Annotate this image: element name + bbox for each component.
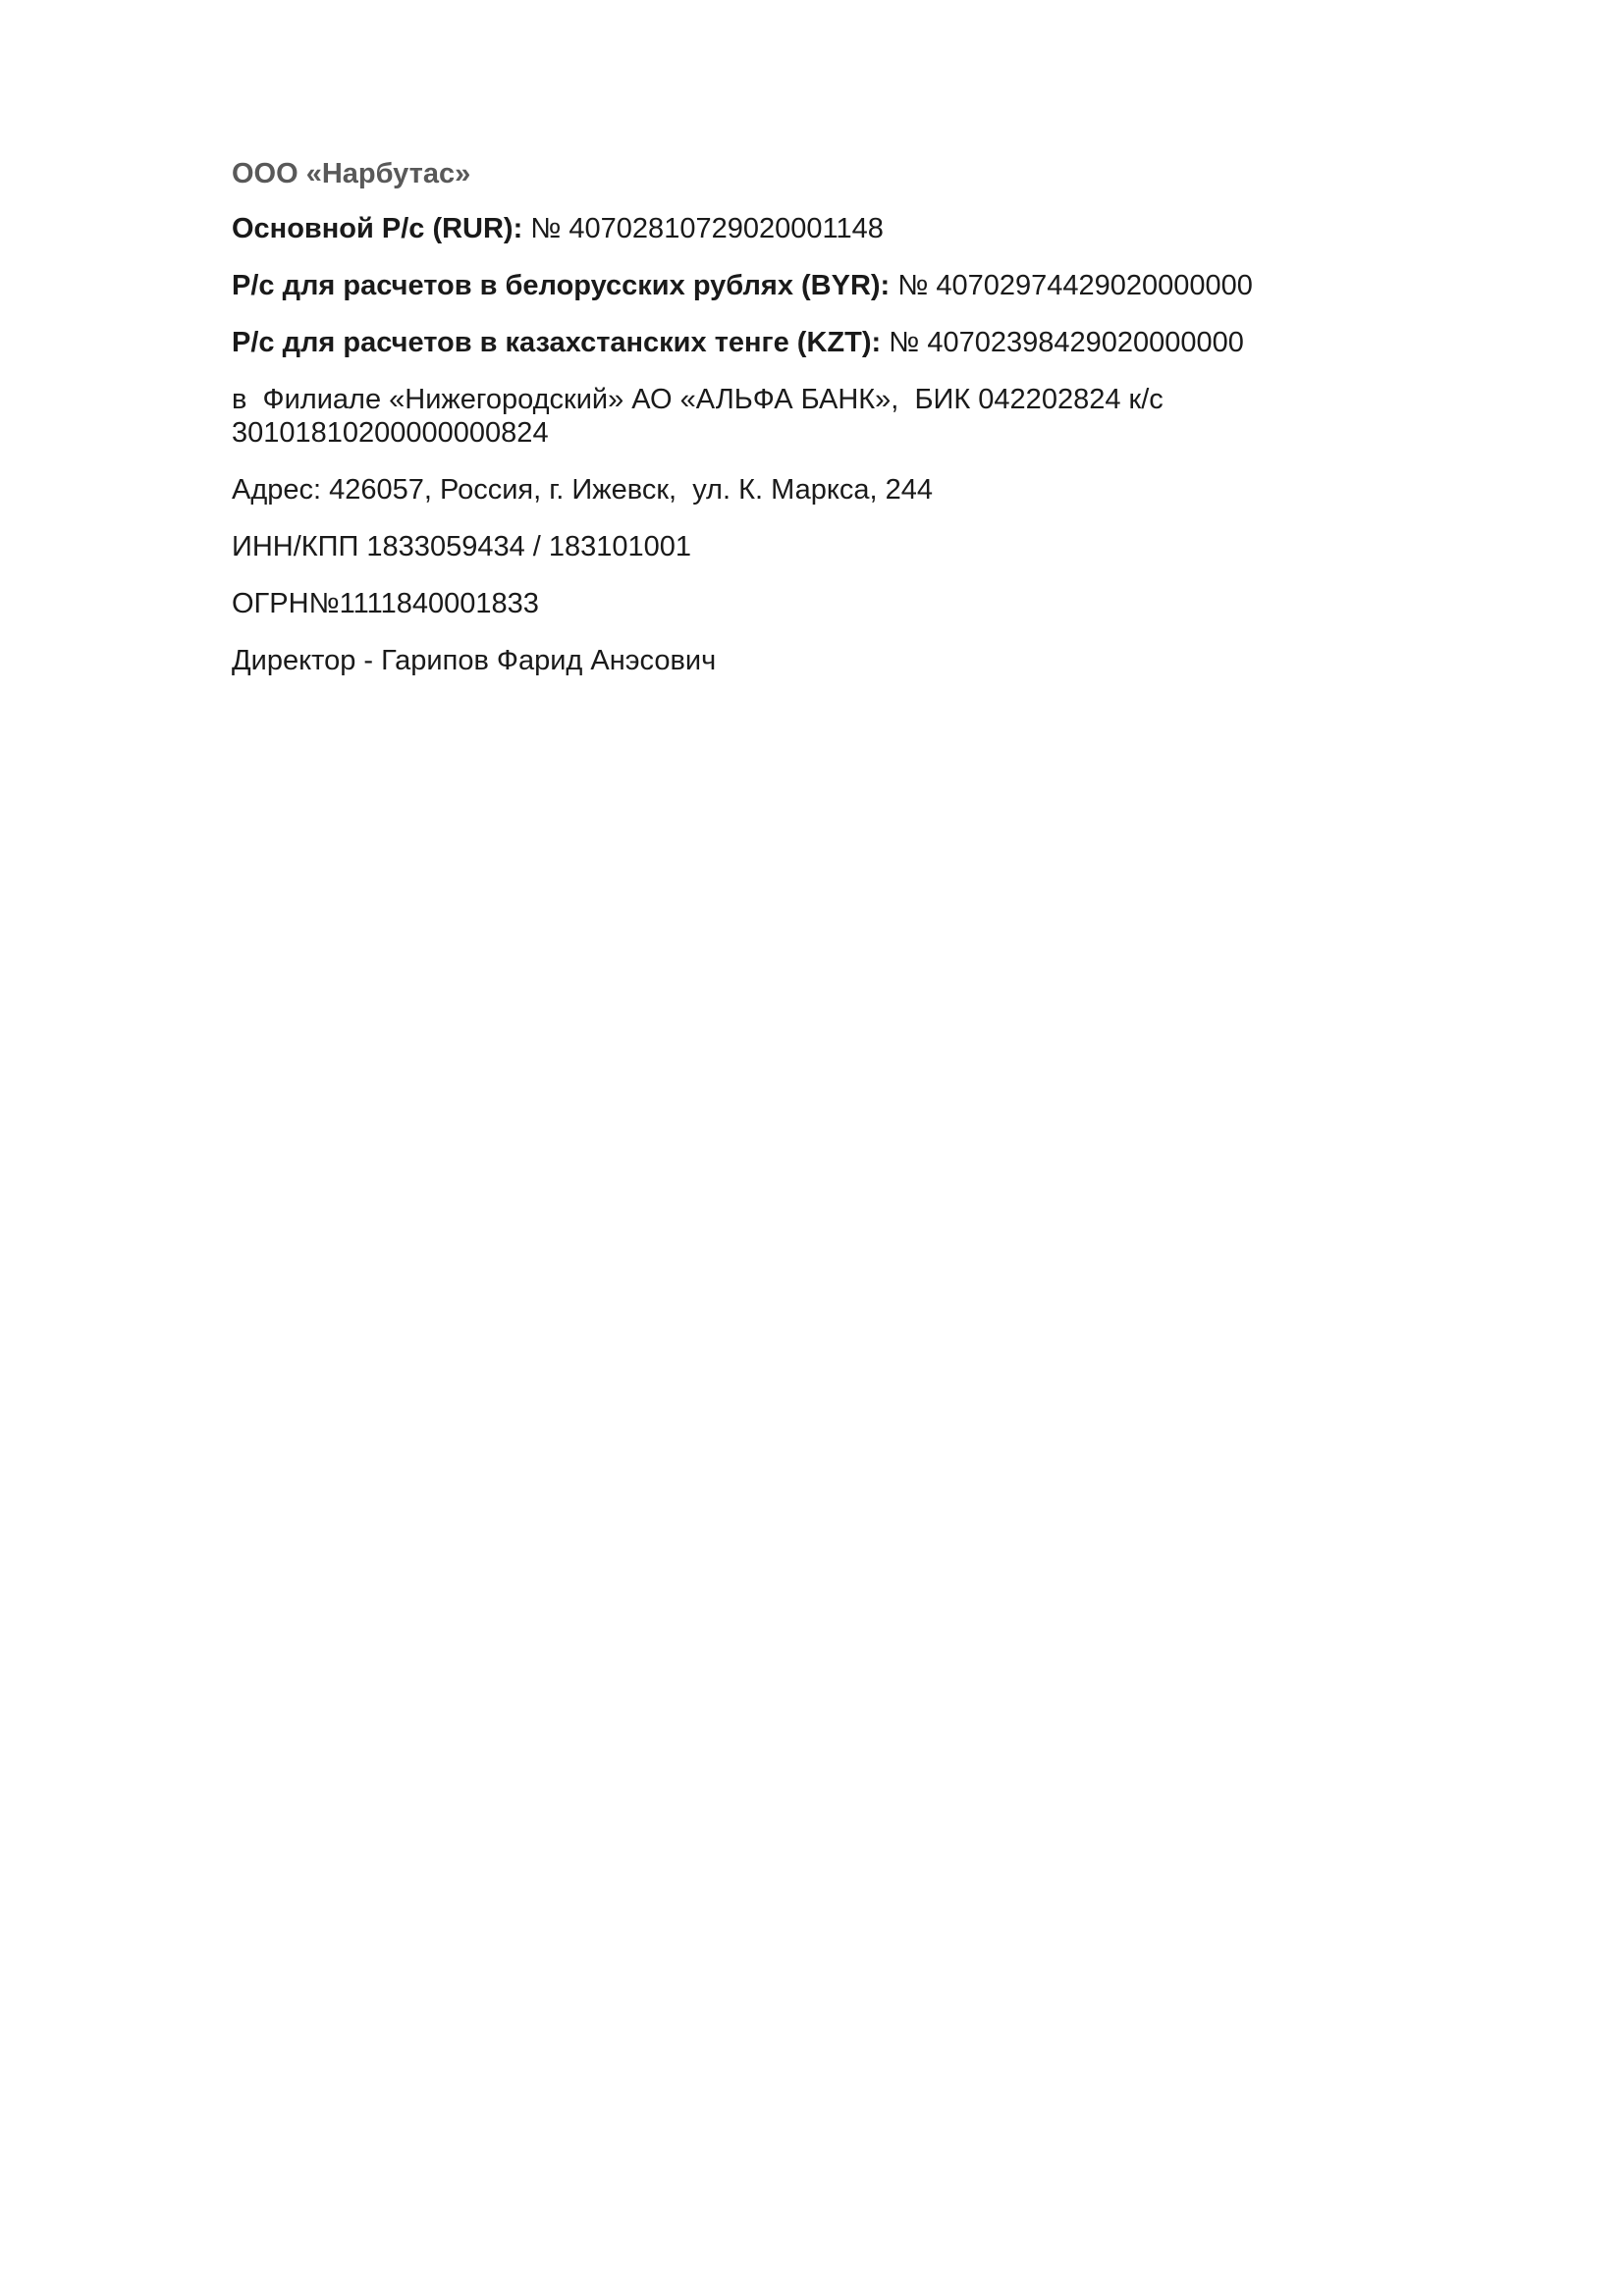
account-number-kzt: № 40702398429020000000 — [889, 327, 1244, 358]
address-line: Адрес: 426057, Россия, г. Ижевск, ул. К. Маркса, 244 — [232, 474, 933, 506]
requisites-block — [232, 157, 1479, 701]
account-line-rur — [232, 212, 1479, 245]
account-line-kzt — [232, 326, 1479, 359]
account-line-byr — [232, 269, 1479, 302]
bank-details-line: в Филиале «Нижегородский» АО «АЛЬФА БАНК», БИК 042202824 к/с 30101810200000000824 — [232, 384, 1171, 449]
account-number-byr: № 40702974429020000000 — [897, 270, 1253, 301]
inn-kpp-line: ИНН/КПП 1833059434 / 183101001 — [232, 531, 692, 562]
account-label-rur: Основной Р/с (RUR): — [232, 213, 523, 244]
account-number-rur: № 40702810729020001148 — [530, 213, 884, 244]
account-label-byr: Р/с для расчетов в белорусских рублях (BYR): — [232, 270, 891, 301]
account-label-kzt: Р/с для расчетов в казахстанских тенге (KZT): — [232, 327, 882, 358]
company-name: ООО «Нарбутас» — [232, 158, 471, 189]
ogrn-line: ОГРН№1111840001833 — [232, 588, 539, 619]
director-line: Директор - Гарипов Фарид Анэсович — [232, 645, 717, 676]
